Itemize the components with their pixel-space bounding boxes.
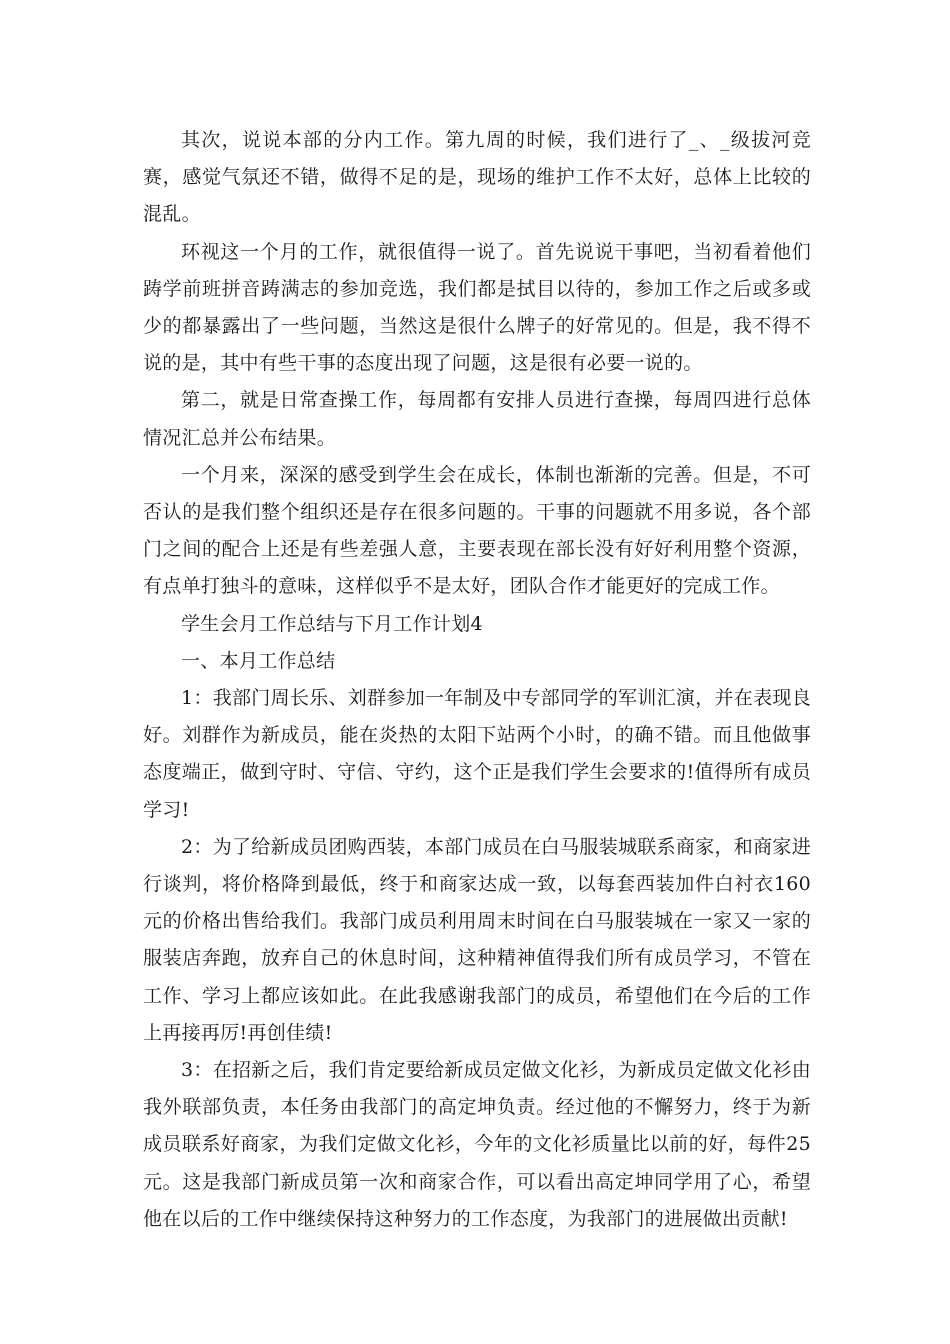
paragraph: 3：在招新之后，我们肯定要给新成员定做文化衫，为新成员定做文化衫由我外联部负责，本任务由我部门的高定坤负责。经过他的不懈努力，终于为新成员联系好商家，为我们定做文化衫，今年的文化衫质量比以前的好，每件25元。这是我部门新成员第一次和商家合作，可以看出高定坤同学用了心，希望他在以后的工作中继续保持这种努力的工作态度，为我部门的进展做出贡献! [143,1059,811,1230]
document-body [143,122,811,1238]
section-heading: 学生会月工作总结与下月工作计划4 [181,612,483,635]
paragraph: 一个月来，深深的感受到学生会在成长，体制也渐渐的完善。但是，不可否认的是我们整个组织还是存在很多问题的。干事的问题就不用多说，各个部门之间的配合上还是有些差强人意，主要表现在部长没有好好利用整个资源，有点单打独斗的意味，这样似乎不是太好，团队合作才能更好的完成工作。 [143,463,811,598]
paragraph: 1：我部门周长乐、刘群参加一年制及中专部同学的军训汇演，并在表现良好。刘群作为新成员，能在炎热的太阳下站两个小时，的确不错。而且他做事态度端正，做到守时、守信、守约，这个正是我们学生会要求的!值得所有成员学习! [143,687,811,821]
paragraph: 第二，就是日常查操工作，每周都有安排人员进行查操，每周四进行总体情况汇总并公布结果。 [143,389,811,449]
paragraph: 其次，说说本部的分内工作。第九周的时候，我们进行了_、_级拔河竞赛，感觉气氛还不错，做得不足的是，现场的维护工作不太好，总体上比较的混乱。 [143,129,811,226]
paragraph: 环视这一个月的工作，就很值得一说了。首先说说干事吧，当初看着他们踌学前班拼音踌满志的参加竞选，我们都是拭目以待的，参加工作之后或多或少的都暴露出了一些问题，当然这是很什么牌子的好常见的。但是，我不得不说的是，其中有些干事的态度出现了问题，这是很有必要一说的。 [143,240,811,375]
subsection-heading: 一、本月工作总结 [181,649,336,672]
paragraph: 2：为了给新成员团购西装，本部门成员在白马服装城联系商家，和商家进行谈判，将价格降到最低，终于和商家达成一致，以每套西装加件白衬衣160元的价格出售给我们。我部门成员利用周末时间在白马服装城在一家又一家的服装店奔跑，放弃自己的休息时间，这种精神值得我们所有成员学习，不管在工作、学习上都应该如此。在此我感谢我部门的成员，希望他们在今后的工作上再接再厉!再创佳绩! [143,835,811,1044]
